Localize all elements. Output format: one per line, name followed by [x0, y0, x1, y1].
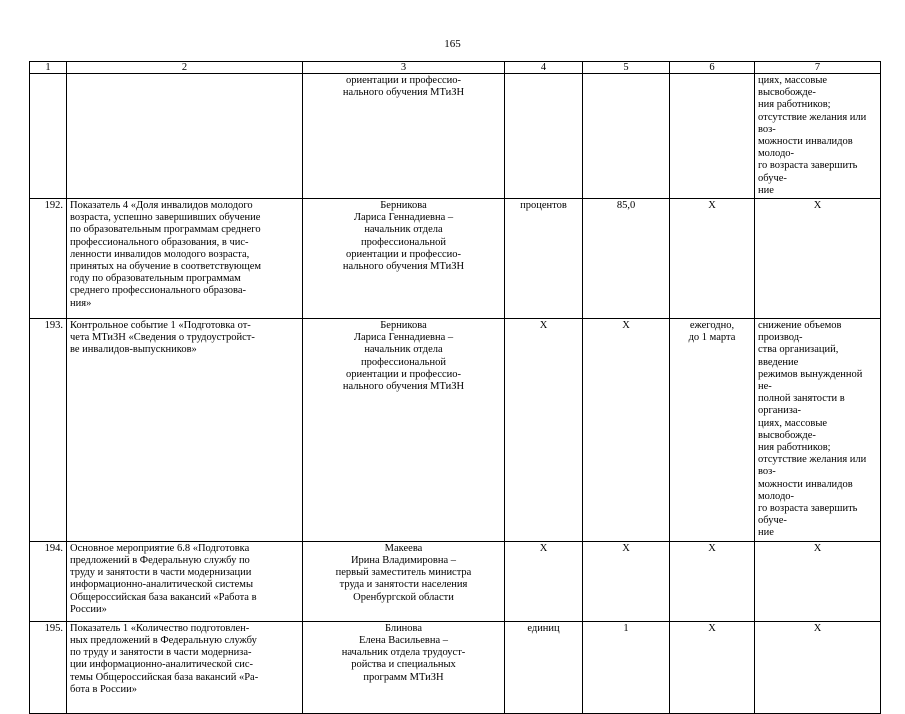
responsible-cell: Берникова Лариса Геннадиевна – начальник отдела профессиональной ориентации и профессио- нального обучения МТиЗН	[303, 319, 505, 542]
page-number: 165	[444, 38, 461, 50]
term-cell: ежегодно, до 1 марта	[670, 319, 755, 542]
table-row	[30, 621, 881, 713]
item-name-cell: Показатель 4 «Доля инвалидов молодого возраста, успешно завершивших обучение по образовательным программам среднего профессионального образования, в чис- ленности инвалидов молодого возраста, принятых на обучение в соответствующем году по образовательным программам среднего профессионального образова- ния»	[67, 199, 303, 319]
column-header: 7	[755, 62, 881, 74]
unit-cell: процентов	[505, 199, 583, 319]
column-header: 1	[30, 62, 67, 74]
column-header: 6	[670, 62, 755, 74]
item-name-cell	[67, 74, 303, 199]
term-cell: Х	[670, 199, 755, 319]
unit-cell	[505, 74, 583, 199]
column-header: 2	[67, 62, 303, 74]
row-number-cell: 195.	[30, 621, 67, 713]
table-row	[30, 541, 881, 621]
value-cell	[583, 74, 670, 199]
risks-cell: Х	[755, 541, 881, 621]
column-header: 3	[303, 62, 505, 74]
value-cell: 1	[583, 621, 670, 713]
responsible-cell: Берникова Лариса Геннадиевна – начальник отдела профессиональной ориентации и профессио- нального обучения МТиЗН	[303, 199, 505, 319]
term-cell	[670, 74, 755, 199]
responsible-cell: Макеева Ирина Владимировна – первый заместитель министра труда и занятости населения Оренбургской области	[303, 541, 505, 621]
risks-cell: снижение объемов производ- ства организаций, введение режимов вынужденной не- полной занятости в организа- циях, массовые высвобожде- ния работников; отсутствие желания или воз- можности инвалидов молодо- го возраста завершить обуче- ние	[755, 319, 881, 542]
risks-cell: Х	[755, 199, 881, 319]
table-row	[30, 74, 881, 199]
term-cell: Х	[670, 541, 755, 621]
responsible-cell: Блинова Елена Васильевна – начальник отдела трудоуст- ройства и специальных программ МТиЗН	[303, 621, 505, 713]
table-row	[30, 199, 881, 319]
document-table	[29, 61, 881, 714]
item-name-cell: Основное мероприятие 6.8 «Подготовка предложений в Федеральную службу по труду и занятости в части модернизации информационно-аналитической системы Общероссийская база вакансий «Работа в России»	[67, 541, 303, 621]
column-header: 4	[505, 62, 583, 74]
value-cell: Х	[583, 319, 670, 542]
unit-cell: единиц	[505, 621, 583, 713]
value-cell: Х	[583, 541, 670, 621]
responsible-cell: ориентации и профессио- нального обучения МТиЗН	[303, 74, 505, 199]
table-row	[30, 319, 881, 542]
term-cell: Х	[670, 621, 755, 713]
value-cell: 85,0	[583, 199, 670, 319]
risks-cell: циях, массовые высвобожде- ния работников; отсутствие желания или воз- можности инвалидов молодо- го возраста завершить обуче- ние	[755, 74, 881, 199]
item-name-cell: Показатель 1 «Количество подготовлен- ных предложений в Федеральную службу по труду и занятости в части модерниза- ции информационно-аналитической сис- темы Общероссийская база вакансий «Ра- бота в России»	[67, 621, 303, 713]
risks-cell: Х	[755, 621, 881, 713]
unit-cell: Х	[505, 541, 583, 621]
row-number-cell: 193.	[30, 319, 67, 542]
column-header: 5	[583, 62, 670, 74]
column-number-row	[30, 62, 881, 74]
row-number-cell: 192.	[30, 199, 67, 319]
row-number-cell: 194.	[30, 541, 67, 621]
row-number-cell	[30, 74, 67, 199]
item-name-cell: Контрольное событие 1 «Подготовка от- чета МТиЗН «Сведения о трудоустройст- ве инвалидов-выпускников»	[67, 319, 303, 542]
unit-cell: Х	[505, 319, 583, 542]
